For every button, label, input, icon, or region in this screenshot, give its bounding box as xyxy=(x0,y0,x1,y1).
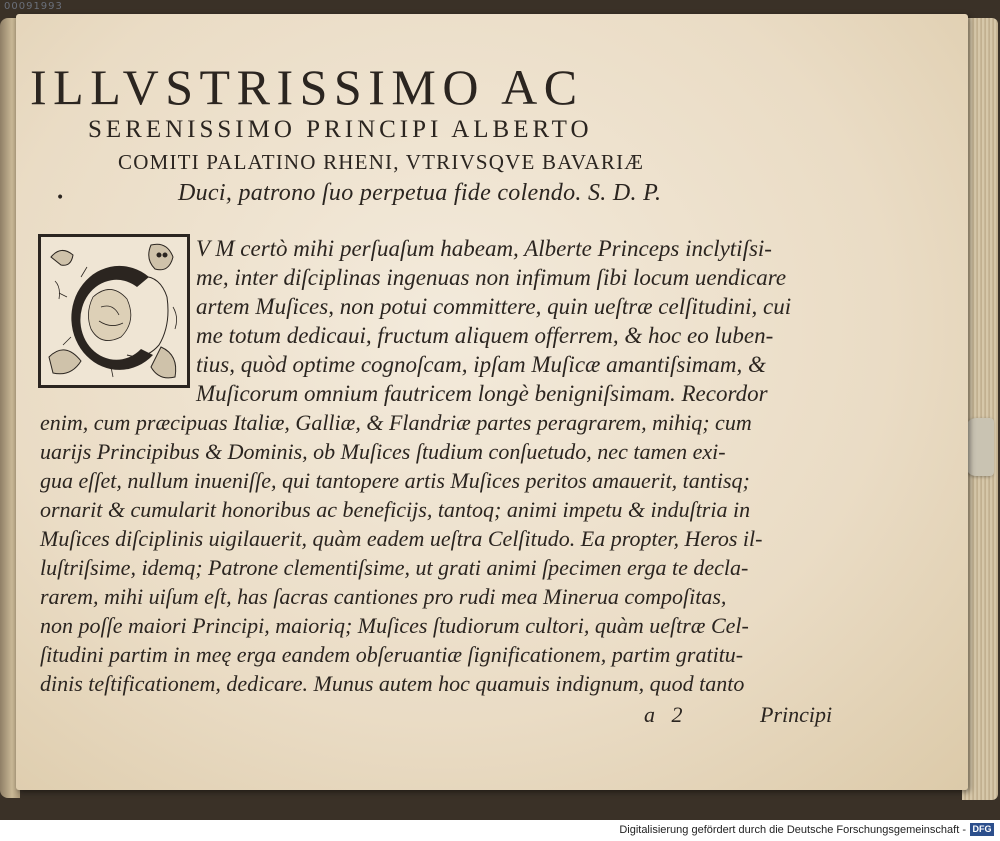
text-line-1: V M certò mihi perſuaſum habeam, Alberte Princeps inclytiſsi- xyxy=(196,236,772,261)
text-line-6: Muſicorum omnium fautricem longè benigniſsimam. Recordor xyxy=(196,381,768,406)
text-line-8: uarijs Principibus & Dominis, ob Muſices ſtudium conſuetudo, nec tamen exi- xyxy=(40,439,726,464)
funding-credit: Digitalisierung gefördert durch die Deutsche Forschungsgemeinschaft - xyxy=(619,824,966,836)
dfg-logo: DFG xyxy=(970,823,994,836)
text-line-7: enim, cum præcipuas Italiæ, Galliæ, & Flandriæ partes peragrarem, mihiq; cum xyxy=(40,410,752,435)
text-line-10: ornarit & cumularit honoribus ac beneficijs, tantoq; animi impetu & induſtria in xyxy=(40,497,751,522)
heading-line-3: COMITI PALATINO RHENI, VTRIVSQVE BAVARIÆ xyxy=(118,150,645,174)
text-line-12: luſtriſsime, idemq; Patrone clementiſsime, ut grati animi ſpecimen erga te decla- xyxy=(40,555,749,580)
text-line-13: rarem, mihi uiſum eſt, has ſacras cantiones pro rudi mea Minerua compoſitas, xyxy=(40,584,727,609)
shelfmark-label: 00091993 xyxy=(4,1,63,12)
text-line-15: ſitudini partim in meę erga eandem obſeruantiæ ſignificationem, partim gratitu- xyxy=(40,642,744,667)
text-line-14: non poſſe maiori Principi, maioriq; Muſices ſtudiorum cultori, quàm ueſtræ Cel- xyxy=(40,613,749,638)
signature-mark: a 2 xyxy=(644,702,683,727)
woodcut-initial-icon xyxy=(41,237,187,385)
ornament-dot: • xyxy=(56,190,65,206)
page-tab-marker xyxy=(966,418,994,476)
catchword: Principi xyxy=(760,702,833,727)
heading-line-1: ILLVSTRISSIMO AC xyxy=(30,59,584,115)
text-line-9: gua eſſet, nullum inueniſſe, qui tantopere artis Muſices peritos amauerit, tantisq; xyxy=(40,468,750,493)
text-line-3: artem Muſices, non potui committere, quin ueſtræ celſitudini, cui xyxy=(196,294,792,319)
text-line-16: dinis teſtificationem, dedicare. Munus autem hoc quamuis indignum, quod tanto xyxy=(40,671,745,696)
text-line-4: me totum dedicaui, fructum aliquem offerrem, & hoc eo luben- xyxy=(196,323,774,348)
text-line-5: tius, quòd optime cognoſcam, ipſam Muſicæ amantiſsimam, & xyxy=(196,352,766,377)
text-line-2: me, inter diſciplinas ingenuas non infimum ſibi locum uendicare xyxy=(196,265,787,290)
decorated-initial-c xyxy=(38,234,190,388)
heading-line-4: Duci, patrono ſuo perpetua fide colendo. S. D. P. xyxy=(178,180,662,206)
heading-line-2: SERENISSIMO PRINCIPI ALBERTO xyxy=(88,116,593,143)
text-line-11: Muſices diſciplinis uigilauerit, quàm eadem ueſtra Celſitudo. Ea propter, Heros il- xyxy=(40,526,763,551)
